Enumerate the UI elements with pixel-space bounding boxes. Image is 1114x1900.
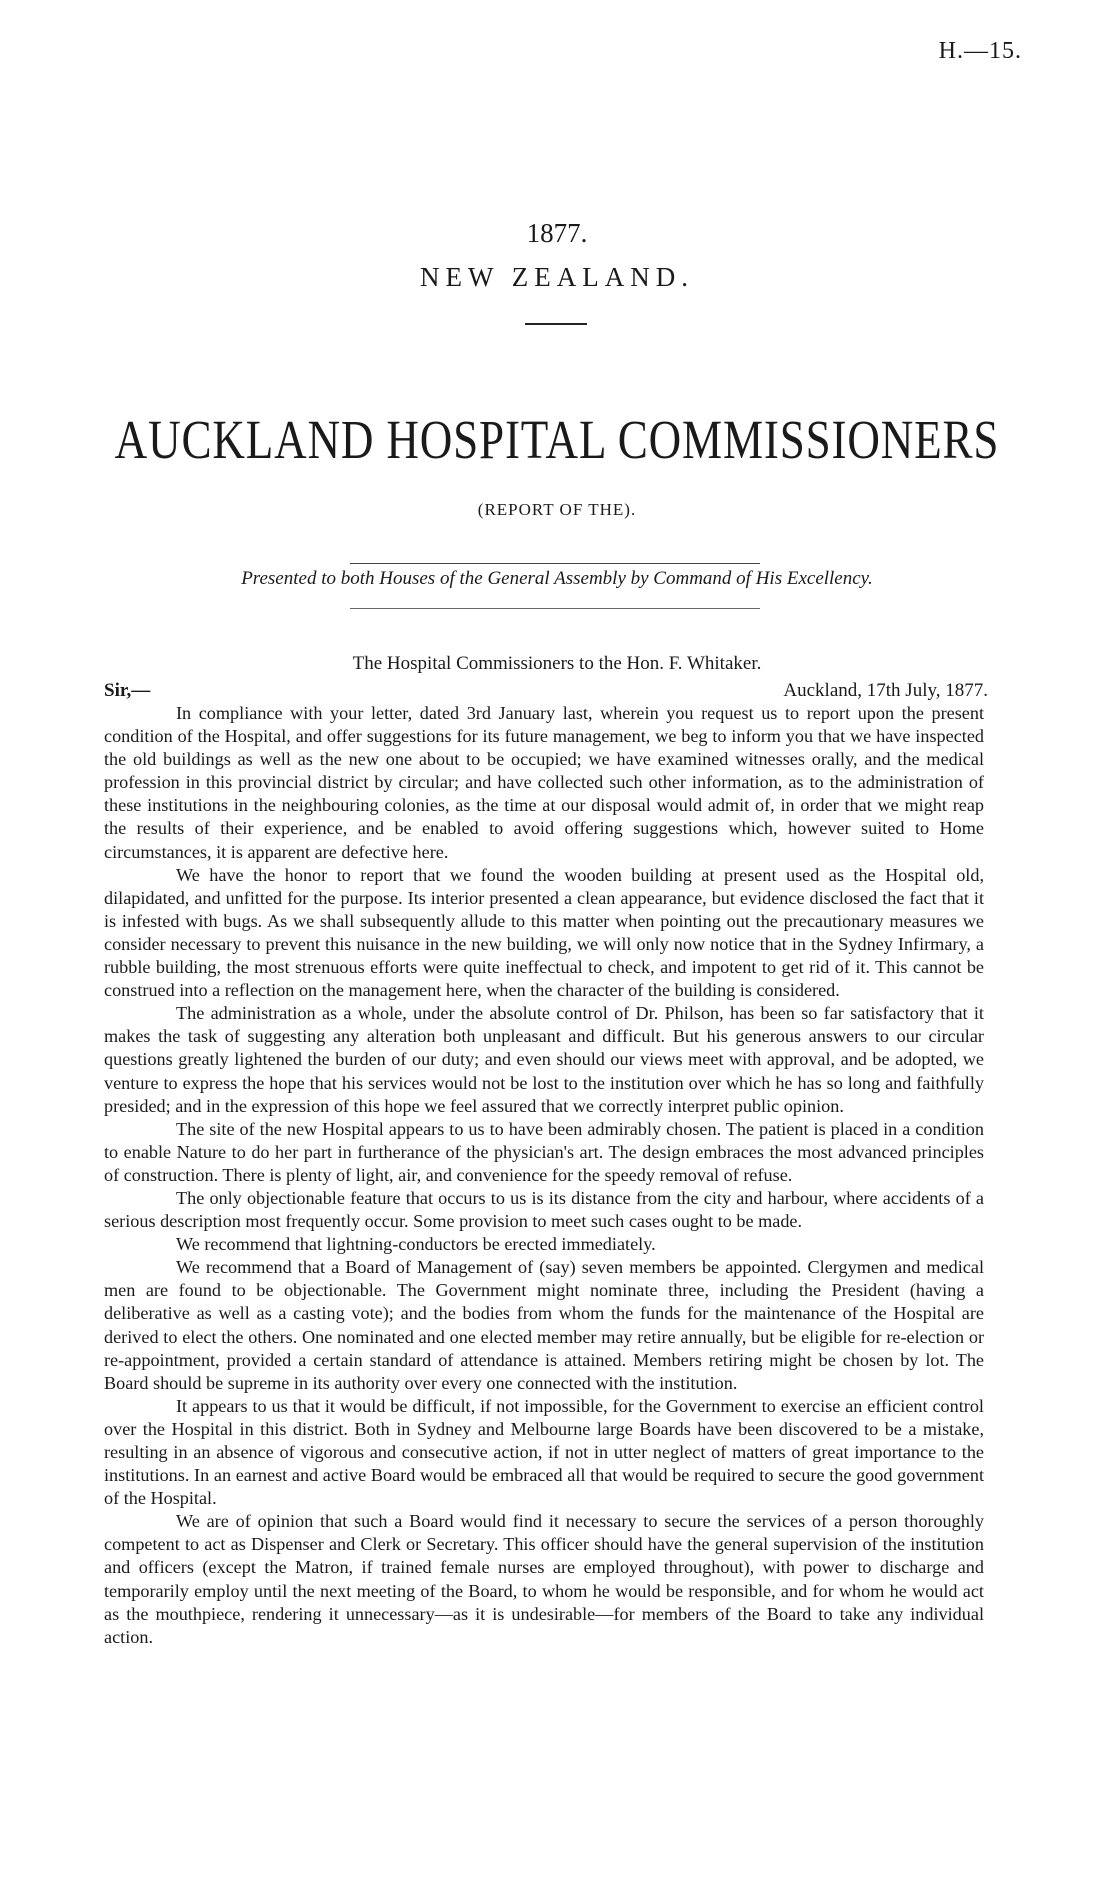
paragraph: We are of opinion that such a Board would find it necessary to secure the services of a person thoroughly competent to act as Dispenser and Clerk or Secretary. This officer should have the general supervision of the institution and officers (except the Matron, if trained female nurses are employed throughout), with power to discharge and temporarily employ until the next meeting of the Board, to whom he would be responsible, and for whom he would act as the mouthpiece, rendering it unnecessary—as it is undesirable—for members of the Board to take any individual action.: [104, 1511, 984, 1647]
paragraph: The administration as a whole, under the absolute control of Dr. Philson, has been so far satisfactory that it makes the task of suggesting any alteration both unpleasant and difficult. But his generous answers to our circular questions greatly lightened the burden of our duty; and even should our views meet with approval, and be adopted, we venture to express the hope that his services would not be lost to the institution over which he has so long and faithfully presided; and in the expression of this hope we feel assured that we correctly interpret public opinion.: [104, 1003, 984, 1116]
salutation: Sir,—: [104, 680, 151, 701]
divider-lower: [350, 608, 760, 609]
divider-short: [525, 323, 587, 325]
letter-heading: The Hospital Commissioners to the Hon. F. Whitaker.: [352, 653, 762, 674]
paragraph: In compliance with your letter, dated 3rd January last, wherein you request us to report upon the present condition of the Hospital, and offer suggestions for its future management, we beg to inform you that we have inspected the old buildings as well as the new one about to be occupied; we have examined witnesses orally, and the medical profession in this provincial district by circular; and have collected such other information, as to the administration of these institutions in the neighbouring colonies, as the time at our disposal would admit of, in order that we might reap the results of their experience, and be enabled to avoid offering suggestions which, however suited to Home circumstances, it is apparent are defective here.: [104, 703, 984, 862]
paragraph: The site of the new Hospital appears to us to have been admirably chosen. The patient is placed in a condition to enable Nature to do her part in furtherance of the physician's art. The design embraces the most advanced principles of construction. There is plenty of light, air, and convenience for the speedy removal of refuse.: [104, 1118, 984, 1185]
page-reference: H.—15.: [938, 38, 1022, 64]
divider-upper: [350, 563, 760, 564]
paragraph: We recommend that lightning-conductors be erected immediately.: [176, 1234, 656, 1255]
paragraph: It appears to us that it would be difficult, if not impossible, for the Government to exercise an efficient control over the Hospital in this district. Both in Sydney and Melbourne large Boards have been discovered to be a mistake, resulting in an absence of vigorous and consecutive action, if not in utter neglect of matters of great importance to the institutions. In an earnest and active Board would be embraced all that would be required to secure the good government of the Hospital.: [104, 1395, 984, 1509]
paragraph: The only objectionable feature that occurs to us is its distance from the city and harbour, where accidents of a serious description most frequently occur. Some provision to meet such cases ought to be made.: [104, 1187, 984, 1232]
document-subtitle: (REPORT OF THE).: [477, 500, 637, 519]
letter-body: [104, 702, 984, 1649]
paragraph: We recommend that a Board of Management of (say) seven members be appointed. Clergymen and medical men are found to be objectionable. The Government might nominate three, including the President (having a deliberative as well as a casting vote); and the bodies from whom the funds for the maintenance of the Hospital are derived to elect the others. One nominated and one elected member may retire annually, but be eligible for re-election or re-appointment, provided a certain standard of attendance is attained. Members retiring might be chosen by lot. The Board should be supreme in its authority over every one connected with the institution.: [104, 1257, 984, 1393]
year-heading: 1877.: [526, 218, 588, 248]
document-title: AUCKLAND HOSPITAL COMMISSIONERS: [114, 409, 1000, 470]
paragraph: We have the honor to report that we found the wooden building at present used as the Hospital old, dilapidated, and unfitted for the purpose. Its interior presented a clean appearance, but evidence disclosed the fact that it is infested with bugs. As we shall subsequently allude to this matter when pointing out the precautionary measures we consider necessary to prevent this nuisance in the new building, we will only now notice that in the Sydney Infirmary, a rubble building, the most strenuous efforts were quite ineffectual to check, and impotent to get rid of it. This cannot be construed into a reflection on the management here, when the character of the building is considered.: [104, 864, 984, 1001]
presented-line: Presented to both Houses of the General Assembly by Command of His Excellency.: [241, 568, 873, 589]
country-heading: NEW ZEALAND.: [420, 262, 694, 292]
dateline: Auckland, 17th July, 1877.: [783, 680, 988, 701]
